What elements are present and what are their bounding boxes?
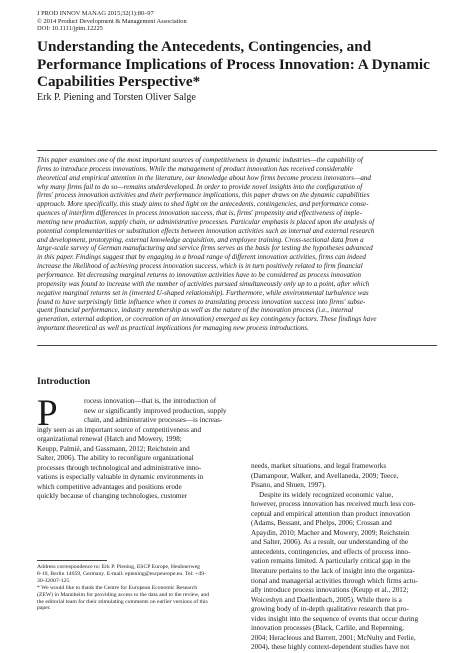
abstract-line: important theoretical as well as practical implications for managing new process introductions. xyxy=(37,324,309,333)
abstract-line: theoretical and empirical attention in the literature, our knowledge about how firms become process innovators—and xyxy=(37,173,371,182)
article-title xyxy=(37,38,437,91)
journal-issue-line: J PROD INNOV MANAG 2015;32(1):80–97 xyxy=(37,10,154,17)
abstract-line: in this paper. Findings suggest that by engaging in a broad range of different innovation activities, firms can indeed xyxy=(37,253,366,262)
footnote-line: * We would like to thank the Centre for European Economic Research xyxy=(37,584,198,591)
body-line: needs, market situations, and legal frameworks xyxy=(251,462,387,470)
body-line: antecedents, contingencies, and effects of process inno- xyxy=(251,547,411,556)
abstract-line: large-scale survey of German manufacturing and service firms serves as the basis for testing the hypotheses advanced xyxy=(37,244,373,253)
abstract-line: potential complementarities or substitution effects between innovation activities such as internal and external research xyxy=(37,226,375,235)
abstract-bottom-rule xyxy=(37,345,437,346)
title-line: Understanding the Antecedents, Contingencies, and xyxy=(37,38,372,55)
body-line: Salter, 2006). The ability to reconfigure organizational xyxy=(37,454,194,463)
body-line: growing body of in-depth qualitative research that pro- xyxy=(251,605,409,614)
abstract-line: and development, prototyping, external knowledge acquisition, and employee training. Cross-sectional data from a xyxy=(37,235,364,244)
drop-cap: P xyxy=(37,393,58,434)
footnote-line: paper. xyxy=(37,605,51,612)
body-line: ally introduce process innovations (Keupp et al., 2012; xyxy=(251,586,409,595)
introduction-paragraph xyxy=(37,393,232,502)
footnote-line: Address correspondence to: Erk P. Piening, ESCP Europe, Heubnerweg xyxy=(37,564,200,570)
body-line: which competitive advantages and positions erode xyxy=(37,482,182,491)
body-line: chain, and administrative processes—is increas- xyxy=(84,416,223,425)
body-line: 2004), these highly context-dependent studies have not xyxy=(251,643,410,652)
abstract-line: firms' process innovation activities and their performance implications, this paper draws on the dynamic capabilities xyxy=(37,191,370,200)
abstract-top-rule xyxy=(37,150,437,151)
body-line: rocess innovation—that is, the introduction of xyxy=(84,397,217,405)
body-line: however, process innovation has received much less con- xyxy=(251,500,416,509)
body-line: processes through technological and administrative inno- xyxy=(37,463,202,472)
body-line: 2004; Heracleous and Barrett, 2001; McNulty and Ferlie, xyxy=(251,633,416,642)
body-line: Woiceshyn and Daellenbach, 2005). While there is a xyxy=(251,595,402,604)
body-line: Pisano, and Shuen, 1997). xyxy=(251,481,327,490)
abstract xyxy=(37,156,437,333)
abstract-line: quences of interfirm differences in process innovation success, that is, firms' propensity and effectiveness of imple- xyxy=(37,209,362,218)
body-line: (Adams, Bessant, and Phelps, 2006; Crossan and xyxy=(251,519,392,528)
body-line: ceptual and empirical attention than product innovation xyxy=(251,509,411,518)
abstract-line: propensity was found to increase with the number of activities pursued simultaneously only up to a point, after which xyxy=(37,279,370,288)
abstract-line: approach. More specifically, this study aims to shed light on the antecedents, contingencies, and performance conse- xyxy=(37,200,369,209)
body-line: (Damanpour, Walker, and Avellaneda, 2009; Teece, xyxy=(251,471,399,480)
body-line: tional and managerial activities through which firms actu- xyxy=(251,576,418,585)
abstract-line: performance. Yet decreasing marginal returns to innovation activities have to be considered as process innovation xyxy=(37,270,362,279)
abstract-line: negative marginal returns set in (inverted U-shaped relationship). Furthermore, while environmental turbulence was xyxy=(37,288,369,297)
footnote-line: 8-10, Berlin 14059, Germany. E-mail: epiening@escpeurope.eu. Tel: +49- xyxy=(37,570,206,577)
footnote-line: 30-32007-125. xyxy=(37,577,71,584)
copyright-line: © 2014 Product Development & Management Association xyxy=(37,17,187,25)
footnote-rule xyxy=(37,560,107,561)
footnote-line: the editorial team for their stimulating comments on earlier versions of this xyxy=(37,598,208,605)
body-line: new or significantly improved production, supply xyxy=(84,406,227,415)
abstract-line: quent financial performance, industry membership as well as the nature of the innovation process (i.e., internal xyxy=(37,306,354,315)
abstract-line: This paper examines one of the most important sources of competitiveness in dynamic industries—the capability of xyxy=(37,156,363,164)
footnotes xyxy=(37,564,232,612)
abstract-line: firms to introduce process innovations. While the management of product innovation has received considerable xyxy=(37,164,353,173)
body-line: innovation processes (Black, Carlile, and Repenning, xyxy=(251,624,404,633)
abstract-line: generation, external adoption, or cocreation of an innovation) emerged as key contingency factors. These findings have xyxy=(37,315,377,324)
author-list: Erk P. Piening and Torsten Oliver Salge xyxy=(37,92,196,103)
title-line: Performance Implications of Process Innovation: A Dynamic xyxy=(37,55,430,73)
body-line: literature pertains to the lack of insight into the organiza- xyxy=(251,567,415,576)
doi-line: DOI: 10.1111/jpim.12225 xyxy=(37,25,103,33)
body-line: vides insight into the sequence of events that occur during xyxy=(251,614,419,623)
journal-citation xyxy=(37,10,187,33)
right-column-text xyxy=(251,462,441,653)
title-line: Capabilities Perspective* xyxy=(37,73,201,91)
section-heading-introduction: Introduction xyxy=(37,376,91,387)
body-line: organizational renewal (Hatch and Mowery, 1998; xyxy=(37,435,182,444)
abstract-line: increase the likelihood of achieving process innovation success, which is in turn positively related to firm financial xyxy=(37,262,363,271)
abstract-line: why many firms fail to do so—remains underdeveloped. In order to provide novel insights into the configuration of xyxy=(37,182,363,191)
body-line: vation remains limited. A particularly critical gap in the xyxy=(251,557,411,566)
abstract-line: found to have surprisingly little influence when it comes to translating process innovation success into firms' subse- xyxy=(37,297,366,306)
body-line: quickly because of changing technologies, customer xyxy=(37,492,188,501)
body-line: ingly seen as an important source of competitiveness and xyxy=(37,425,202,434)
body-line: Despite its widely recognized economic value, xyxy=(259,490,394,499)
body-line: vations is especially valuable in dynamic environments in xyxy=(37,473,204,482)
body-line: Keupp, Palmié, and Gassmann, 2012; Reichstein and xyxy=(37,444,190,453)
footnote-line: (ZEW) in Mannheim for providing access to the data and to the review, and xyxy=(37,591,210,598)
body-line: and Salter, 2006). As a result, our understanding of the xyxy=(251,538,409,547)
abstract-line: menting new production, supply chain, or administrative processes. Particular emphasis is placed upon the analysis of xyxy=(37,217,375,226)
body-line: Apaydin, 2010; Macher and Mowery, 2009; Reichstein xyxy=(251,528,410,537)
